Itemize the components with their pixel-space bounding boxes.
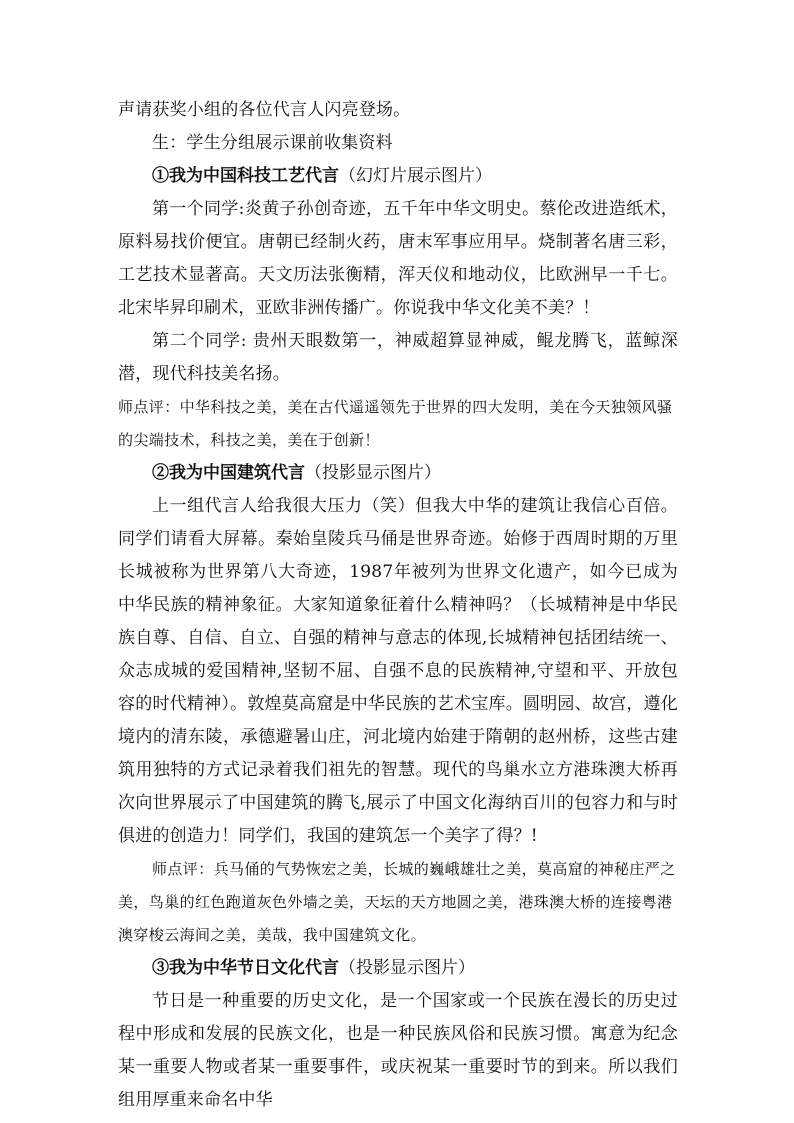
section3-note: （投影显示图片）	[339, 958, 475, 978]
section2-heading	[118, 457, 678, 490]
section1-note: （幻灯片展示图片）	[339, 166, 492, 186]
section2-title: ②我为中国建筑代言	[152, 463, 305, 483]
section2-para1: 上一组代言人给我很大压力（笑）但我大中华的建筑让我信心百倍。同学们请看大屏幕。秦始皇陵兵马俑是世界奇迹。始修于西周时期的万里长城被称为世界第八大奇迹，1987年被列为世界文化遗产，如今已成为中华民族的精神象征。大家知道象征着什么精神吗？（长城精神是中华民族自尊、自信、自立、自强的精神与意志的体现,长城精神包括团结统一、众志成城的爱国精神,坚韧不屈、自强不息的民族精神,守望和平、开放包容的时代精神）。敦煌莫高窟是中华民族的艺术宝库。圆明园、故宫，遵化境内的清东陵，承德避暑山庄，河北境内始建于隋朝的赵州桥，这些古建筑用独特的方式记录着我们祖先的智慧。现代的鸟巢水立方港珠澳大桥再次向世界展示了中国建筑的腾飞,展示了中国文化海纳百川的包容力和与时俱进的创造力！同学们，我国的建筑怎一个美字了得？!	[118, 496, 678, 846]
section3-title: ③我为中华节日文化代言	[152, 958, 339, 978]
section1-teacher-comment: 师点评：中华科技之美，美在古代遥遥领先于世界的四大发明，美在今天独领风骚的尖端技术，科技之美，美在于创新！	[118, 398, 673, 449]
student-line: 生：学生分组展示课前收集资料	[152, 133, 393, 153]
section1-para2: 第二个同学: 贵州天眼数第一，神威超算显神威，鲲龙腾飞，蓝鲸深潜，现代科技美名扬。	[118, 331, 678, 384]
section1-title: ①我为中国科技工艺代言	[152, 166, 339, 186]
section1-heading	[118, 160, 678, 193]
intro-line: 声请获奖小组的各位代言人闪亮登场。	[118, 100, 411, 120]
section3-para1: 节日是一种重要的历史文化，是一个国家或一个民族在漫长的历史过程中形成和发展的民族文化，也是一种民族风俗和民族习惯。寓意为纪念某一重要人物或者某一重要事件，或庆祝某一重要时节的到来。所以我们组用厚重来命名中华	[118, 991, 678, 1110]
section1-para1: 第一个同学:炎黄子孙创奇迹，五千年中华文明史。蔡伦改进造纸术，原料易找价便宜。唐朝已经制火药，唐末军事应用早。烧制著名唐三彩，工艺技术显著高。天文历法张衡精，浑天仪和地动仪，比欧洲早一千七。北宋毕昇印刷术，亚欧非洲传播广。你说我中华文化美不美？！	[118, 199, 678, 318]
section2-note: （投影显示图片）	[305, 463, 441, 483]
section2-teacher-comment: 师点评：兵马俑的气势恢宏之美，长城的巍峨雄壮之美，莫高窟的神秘庄严之美，鸟巢的红色跑道灰色外墙之美，天坛的天方地圆之美，港珠澳大桥的连接粤港澳穿梭云海间之美，美哉，我中国建筑文化。	[118, 860, 676, 944]
document-page	[118, 94, 678, 1117]
section3-heading	[118, 952, 678, 985]
